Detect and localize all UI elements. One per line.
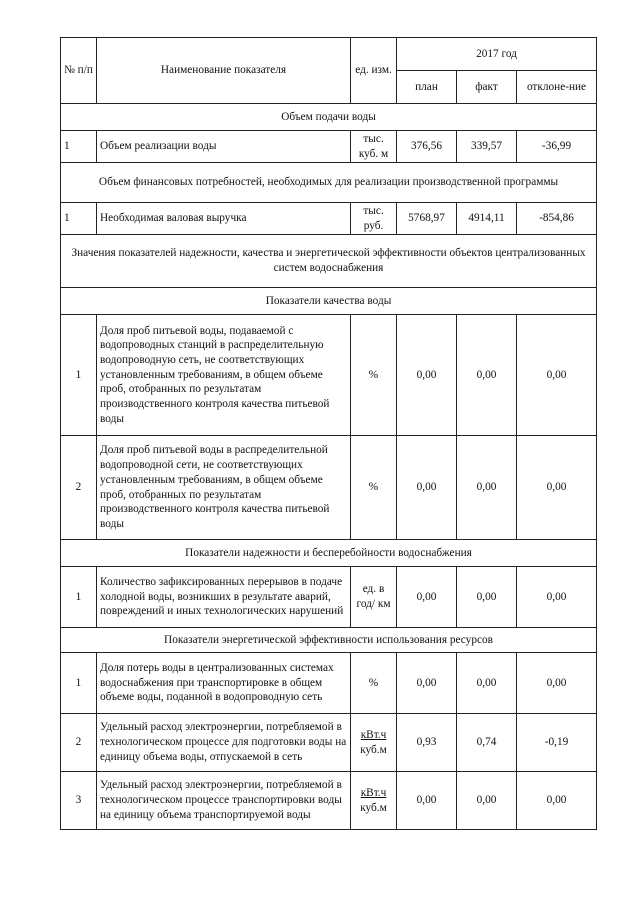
table-row (61, 714, 597, 772)
indicators-table (60, 37, 597, 830)
header-unit: ед. изм. (351, 38, 397, 104)
row-deviation: 0,00 (517, 567, 597, 628)
unit-numerator: кВт.ч (360, 728, 387, 741)
row-fact: 0,00 (457, 436, 517, 540)
row-num: 1 (61, 131, 97, 163)
row-plan: 5768,97 (397, 203, 457, 235)
row-plan: 0,00 (397, 315, 457, 436)
table-row (61, 131, 597, 163)
table-row (61, 653, 597, 714)
row-unit: ед. в год/ км (351, 567, 397, 628)
row-unit (351, 714, 397, 772)
header-plan: план (397, 71, 457, 104)
row-name: Доля проб питьевой воды, подаваемой с водопроводных станций в распределительную водопроводную сеть, не соответствующих установленным требованиям, в общем объеме проб, отобранных по результатам производственного контроля качества питьевой воды (97, 315, 351, 436)
row-deviation: -0,19 (517, 714, 597, 772)
row-fact: 0,00 (457, 315, 517, 436)
table-row (61, 567, 597, 628)
row-plan: 0,93 (397, 714, 457, 772)
row-unit: тыс. руб. (351, 203, 397, 235)
unit-denominator: куб.м (360, 801, 387, 814)
row-name: Удельный расход электроэнергии, потребляемой в технологическом процессе для подготовки воды на единицу объема воды, отпускаемой в сеть (97, 714, 351, 772)
row-name: Количество зафиксированных перерывов в подаче холодной воды, возникших в результате аварий, повреждений и иных технологических нарушений (97, 567, 351, 628)
row-unit (351, 772, 397, 830)
row-fact: 0,74 (457, 714, 517, 772)
header-deviation: отклоне-ние (517, 71, 597, 104)
row-plan: 376,56 (397, 131, 457, 163)
section-reliability: Показатели надежности и бесперебойности водоснабжения (61, 540, 597, 567)
row-name: Доля потерь воды в централизованных системах водоснабжения при транспортировке в общем объеме воды, поданной в водопроводную сеть (97, 653, 351, 714)
row-num: 1 (61, 567, 97, 628)
row-plan: 0,00 (397, 653, 457, 714)
table-row (61, 203, 597, 235)
row-num: 3 (61, 772, 97, 830)
header-num: № п/п (61, 38, 97, 104)
row-num: 1 (61, 315, 97, 436)
row-name: Необходимая валовая выручка (97, 203, 351, 235)
section-reliability-quality-efficiency: Значения показателей надежности, качества и энергетической эффективности объектов централизованных систем водоснабжения (61, 235, 597, 288)
section-energy-efficiency: Показатели энергетической эффективности использования ресурсов (61, 628, 597, 653)
row-unit: тыс. куб. м (351, 131, 397, 163)
table-row (61, 436, 597, 540)
header-name: Наименование показателя (97, 38, 351, 104)
section-water-supply-volume: Объем подачи воды (61, 104, 597, 131)
section-water-quality: Показатели качества воды (61, 288, 597, 315)
row-plan: 0,00 (397, 436, 457, 540)
row-fact: 0,00 (457, 567, 517, 628)
table-row (61, 315, 597, 436)
row-plan: 0,00 (397, 772, 457, 830)
row-deviation: -36,99 (517, 131, 597, 163)
row-deviation: 0,00 (517, 436, 597, 540)
row-name: Доля проб питьевой воды в распределительной водопроводной сети, не соответствующих установленным требованиям, в общем объеме проб, отобранных по результатам производственного контроля качества питьевой воды (97, 436, 351, 540)
row-fact: 0,00 (457, 772, 517, 830)
row-name: Удельный расход электроэнергии, потребляемой в технологическом процессе транспортировки воды на единицу объема транспортируемой воды (97, 772, 351, 830)
header-fact: факт (457, 71, 517, 104)
unit-denominator: куб.м (360, 743, 387, 756)
row-unit: % (351, 653, 397, 714)
row-num: 1 (61, 653, 97, 714)
unit-numerator: кВт.ч (360, 786, 387, 799)
row-unit: % (351, 315, 397, 436)
row-name: Объем реализации воды (97, 131, 351, 163)
row-fact: 4914,11 (457, 203, 517, 235)
row-fact: 0,00 (457, 653, 517, 714)
row-plan: 0,00 (397, 567, 457, 628)
row-fact: 339,57 (457, 131, 517, 163)
table-row (61, 772, 597, 830)
row-unit: % (351, 436, 397, 540)
row-deviation: -854,86 (517, 203, 597, 235)
row-deviation: 0,00 (517, 772, 597, 830)
row-deviation: 0,00 (517, 653, 597, 714)
row-num: 2 (61, 714, 97, 772)
row-num: 2 (61, 436, 97, 540)
row-deviation: 0,00 (517, 315, 597, 436)
section-financial-needs: Объем финансовых потребностей, необходимых для реализации производственной программы (61, 163, 597, 203)
row-num: 1 (61, 203, 97, 235)
header-year: 2017 год (397, 38, 597, 71)
